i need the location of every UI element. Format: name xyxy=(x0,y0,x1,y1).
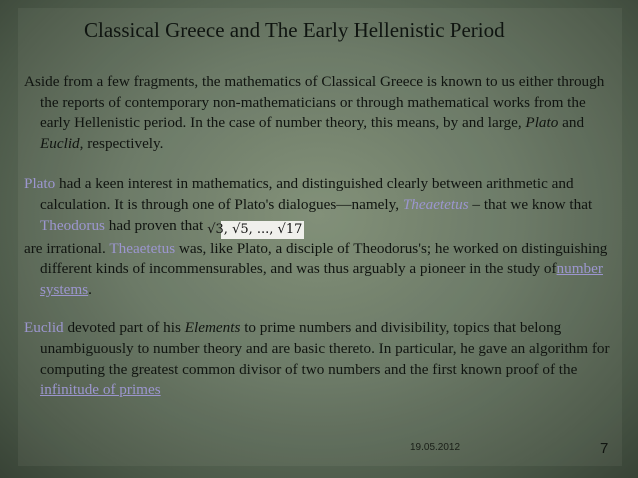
theaetetus-end: . xyxy=(88,280,92,298)
irrational-roots-formula: √3, √5, ..., √17 xyxy=(207,221,303,237)
link-theaetetus-2[interactable]: Theaetetus xyxy=(109,239,176,257)
link-theodorus[interactable]: Theodorus xyxy=(40,216,105,234)
link-plato[interactable]: Plato xyxy=(24,175,56,193)
link-theaetetus[interactable]: Theaetetus xyxy=(402,195,469,213)
theaetetus-text-0: are irrational. xyxy=(24,239,110,257)
intro-end: , respectively. xyxy=(79,134,164,152)
euclid-text-1: devoted part of his xyxy=(63,319,185,337)
plato-text-2: – that we know that xyxy=(468,195,593,213)
slide-body xyxy=(24,72,618,401)
paragraph-euclid xyxy=(24,318,618,400)
theaetetus-text-1: was, like Plato, a disciple of Theodorus's; he worked on distinguishing different kinds of incommensurables, and was thus arguably a pioneer in the study of xyxy=(40,239,608,278)
paragraph-theaetetus xyxy=(24,239,618,301)
plato-name: Plato xyxy=(525,114,559,132)
slide-title: Classical Greece and The Early Hellenistic Period xyxy=(84,18,505,42)
link-euclid[interactable]: Euclid xyxy=(24,319,64,337)
paragraph-intro xyxy=(24,72,618,154)
link-number-systems[interactable]: number systems xyxy=(40,260,603,298)
plato-text-3: had proven that xyxy=(104,216,204,234)
link-infinitude-of-primes[interactable]: infinitude of primes xyxy=(40,381,161,399)
paragraph-plato xyxy=(24,174,618,238)
intro-and: and xyxy=(558,114,585,132)
elements-title: Elements xyxy=(184,319,241,337)
plato-text-1: had a keen interest in mathematics, and distinguished clearly between arithmetic and calculation. It is through one of Plato's dialogues—namely, xyxy=(40,175,574,213)
footer-date: 19.05.2012 xyxy=(410,442,461,453)
euclid-text-2: to prime numbers and divisibility, topics that belong unambiguously to number theory and are basic thereto. In particular, he gave an algorithm for computing the greatest common divisor of two numbers and the first known proof of the xyxy=(40,319,610,378)
intro-text: Aside from a few fragments, the mathematics of Classical Greece is known to us either through the reports of contemporary non-mathematicians or through mathematical works from the early Hellenistic period. In the case of number theory, this means, by and large, xyxy=(24,73,605,132)
page-number: 7 xyxy=(600,440,609,457)
euclid-name: Euclid xyxy=(40,134,80,152)
